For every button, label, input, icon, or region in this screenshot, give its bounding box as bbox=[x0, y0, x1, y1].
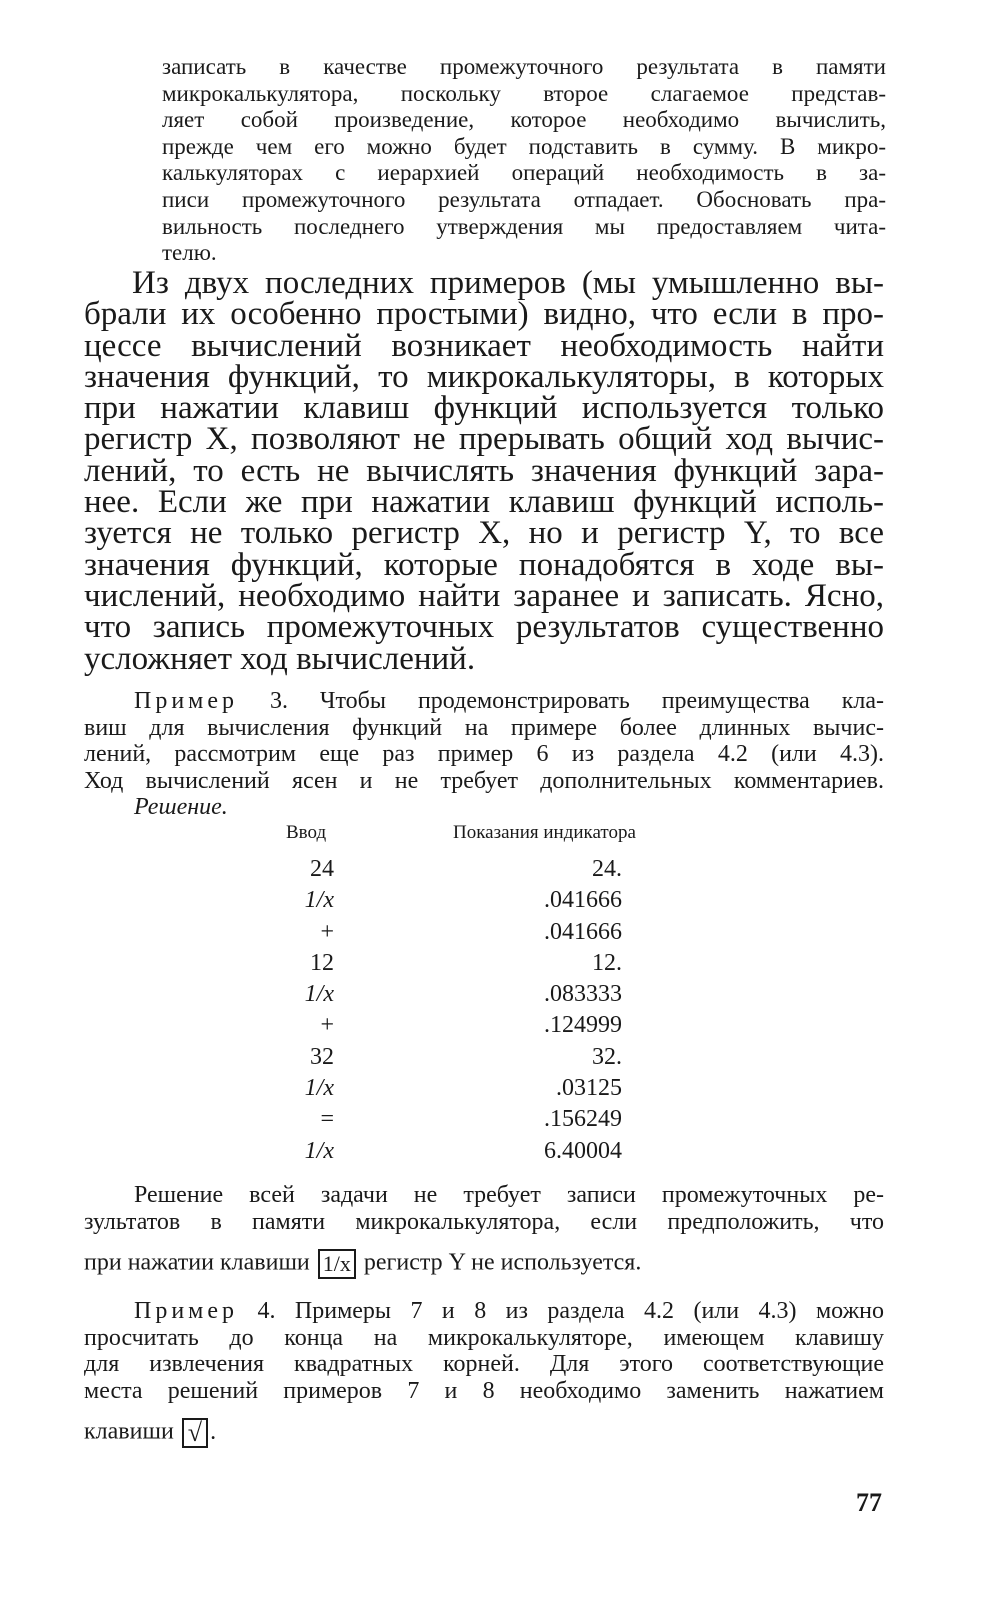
table-header bbox=[250, 822, 710, 856]
table-cell-display: .156249 bbox=[544, 1106, 622, 1133]
table-cell-input: 32 bbox=[310, 1043, 334, 1070]
paragraph-after-table bbox=[84, 1182, 884, 1279]
text-line: при нажатии клавиш функций используется только bbox=[84, 390, 884, 427]
table-row bbox=[250, 919, 710, 950]
table-cell-display: 6.40004 bbox=[544, 1137, 622, 1164]
text-line: писи промежуточного результата отпадает. Обосновать пра- bbox=[162, 186, 886, 212]
text-line bbox=[84, 688, 884, 715]
example-4 bbox=[84, 1298, 884, 1448]
text-line: Из двух последних примеров (мы умышленно вы- bbox=[132, 265, 884, 301]
text-line: значения функций, которые понадобятся в ходе вы- bbox=[84, 546, 884, 583]
table-cell-input: 1/x bbox=[304, 1075, 334, 1102]
table-cell-display: .041666 bbox=[544, 918, 622, 945]
table-row bbox=[250, 1106, 710, 1137]
table-cell-input: 12 bbox=[310, 949, 334, 976]
example-text: 4. Примеры 7 и 8 из раздела 4.2 (или 4.3) можно bbox=[257, 1298, 884, 1324]
key-text-before: при нажатии клавиши bbox=[84, 1249, 310, 1276]
text-line: зультатов в памяти микрокалькулятора, если предположить, что bbox=[84, 1208, 884, 1235]
solution-label: Решение. bbox=[134, 794, 228, 821]
reciprocal-key: 1/x bbox=[318, 1249, 356, 1279]
table-row bbox=[250, 981, 710, 1012]
table-row bbox=[250, 1012, 710, 1043]
table-cell-display: .03125 bbox=[556, 1075, 622, 1102]
key-text-after: регистр Y не используется. bbox=[363, 1249, 642, 1276]
table-row bbox=[250, 887, 710, 918]
table-cell-input: 1/x bbox=[304, 1137, 334, 1164]
table-cell-input: 1/x bbox=[304, 887, 334, 914]
table-cell-input: 24 bbox=[310, 856, 334, 882]
text-line: прежде чем его можно будет подставить в сумму. В микро- bbox=[162, 133, 886, 159]
table-cell-display: .083333 bbox=[544, 981, 622, 1008]
text-line: для извлечения квадратных корней. Для этого соответствующие bbox=[84, 1351, 884, 1378]
calculation-table bbox=[250, 822, 710, 1169]
text-line: вильность последнего утверждения мы предоставляем чита- bbox=[162, 213, 886, 239]
text-line: зуется не только регистр X, но и регистр Y, то все bbox=[84, 515, 884, 552]
example-text: 3. Чтобы продемонстрировать преимущества кла- bbox=[269, 688, 885, 714]
text-line: усложняет ход вычислений. bbox=[84, 640, 476, 677]
text-line: Решение всей задачи не требует записи промежуточных ре- bbox=[134, 1182, 884, 1208]
text-line: просчитать до конца на микрокалькуляторе, имеющем клавишу bbox=[84, 1324, 884, 1351]
text-line: виш для вычисления функций на примере более длинных вычис- bbox=[84, 714, 884, 741]
column-header-input: Ввод bbox=[286, 822, 327, 843]
example-label: Пример bbox=[134, 1298, 239, 1324]
table-cell-display: .041666 bbox=[544, 887, 622, 914]
text-line: ляет собой произведение, которое необходимо вычислить, bbox=[162, 107, 886, 133]
table-row bbox=[250, 950, 710, 981]
text-line: лений, рассмотрим еще раз пример 6 из раздела 4.2 (или 4.3). bbox=[84, 741, 884, 768]
text-line: лений, то есть не вычислять значения функций зара- bbox=[84, 452, 884, 489]
table-row bbox=[250, 856, 710, 887]
example-3 bbox=[84, 688, 884, 821]
table-row bbox=[250, 1138, 710, 1169]
text-line: калькуляторах с иерархией операций необходимость в за- bbox=[162, 160, 886, 186]
text-line: места решений примеров 7 и 8 необходимо заменить нажатием bbox=[84, 1377, 884, 1404]
text-line: нее. Если же при нажатии клавиш функций исполь- bbox=[84, 484, 884, 521]
table-cell-input: 1/x bbox=[304, 981, 334, 1008]
text-line: Ход вычислений ясен и не требует дополнительных комментариев. bbox=[84, 767, 884, 794]
page-number: 77 bbox=[856, 1488, 882, 1517]
table-cell-display: 24. bbox=[592, 856, 622, 882]
table-cell-input: + bbox=[320, 918, 334, 945]
example-label: Пример bbox=[134, 688, 239, 714]
text-line: цессе вычислений возникает необходимость найти bbox=[84, 327, 884, 364]
column-header-display: Показания индикатора bbox=[453, 822, 636, 843]
table-cell-display: .124999 bbox=[544, 1012, 622, 1039]
table-cell-input: = bbox=[320, 1106, 334, 1133]
table-cell-display: 32. bbox=[592, 1043, 622, 1070]
square-root-key: √ bbox=[182, 1418, 208, 1448]
text-line: что запись промежуточных результатов существенно bbox=[84, 609, 884, 646]
text-line bbox=[84, 1418, 884, 1448]
text-line: телю. bbox=[162, 240, 217, 266]
table-row bbox=[250, 1044, 710, 1075]
table-cell-input: + bbox=[320, 1012, 334, 1039]
text-line: значения функций, то микрокалькуляторы, в которых bbox=[84, 358, 884, 395]
text-line bbox=[84, 1298, 884, 1325]
table-row bbox=[250, 1075, 710, 1106]
key-text-before: клавиши bbox=[84, 1418, 174, 1445]
text-line bbox=[84, 1249, 884, 1279]
key-text-after: . bbox=[210, 1418, 217, 1445]
text-line: числений, необходимо найти заранее и записать. Ясно, bbox=[84, 577, 884, 614]
paragraph-top bbox=[162, 54, 886, 267]
text-line: записать в качестве промежуточного результата в памяти bbox=[162, 54, 886, 79]
table-cell-display: 12. bbox=[592, 949, 622, 976]
paragraph-main bbox=[84, 265, 884, 677]
text-line: микрокалькулятора, поскольку второе слагаемое представ- bbox=[162, 80, 886, 106]
text-line: брали их особенно простыми) видно, что если в про- bbox=[84, 296, 884, 333]
text-line: регистр X, позволяют не прерывать общий ход вычис- bbox=[84, 421, 884, 458]
